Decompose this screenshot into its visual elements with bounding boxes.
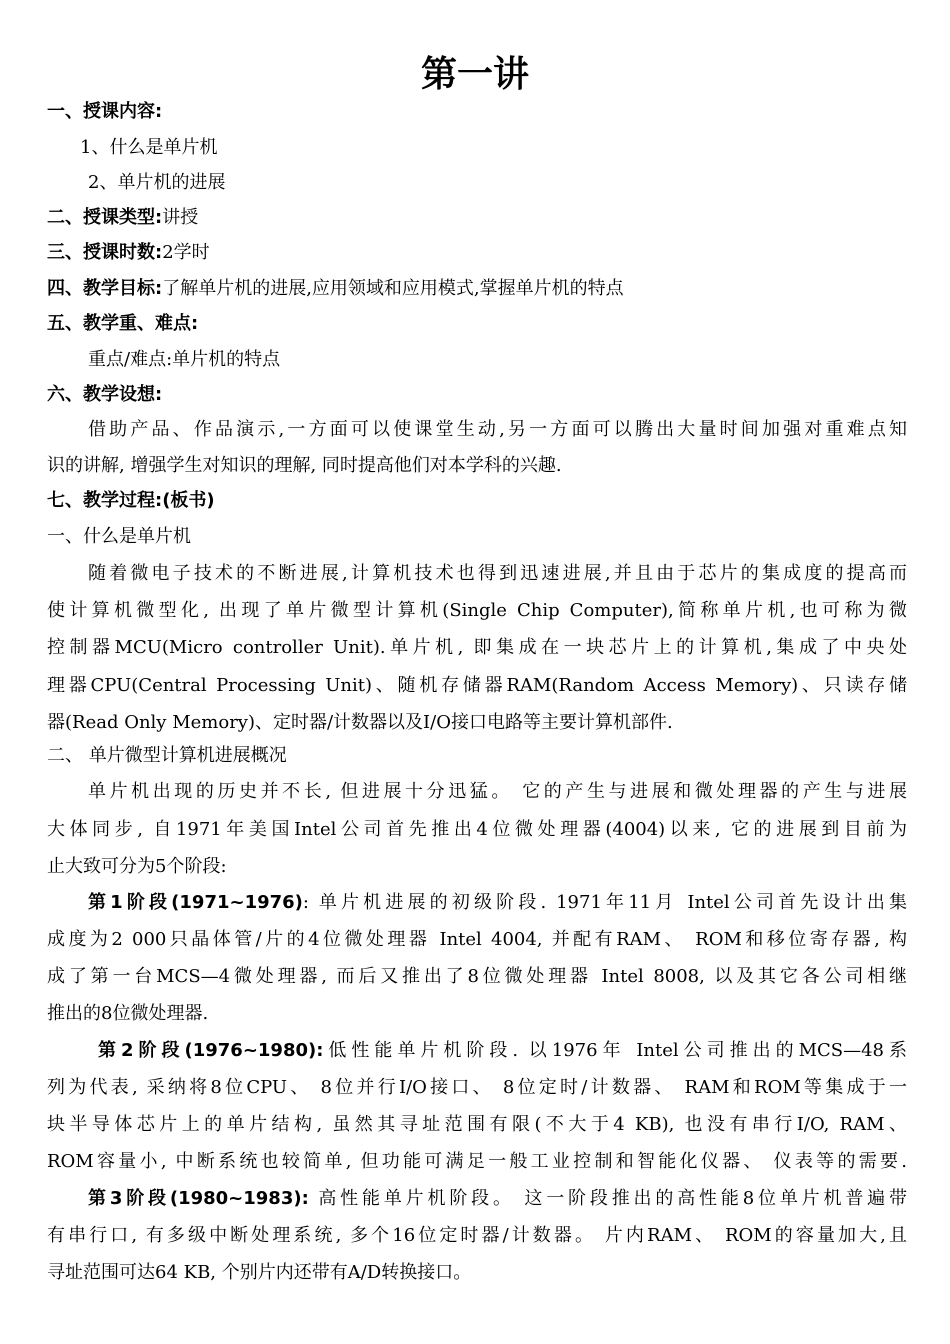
stage-1-line: 第1阶段(1971~1976): 单片机进展的初级阶段. 1971年11月 Intel公司首先设计出集 — [88, 892, 907, 913]
section-6-paragraph-line: 借助产品、作品演示,一方面可以使课堂生动,另一方面可以腾出大量时间加强对重难点知 — [88, 419, 907, 440]
section-3-hours: 三、授课时数:2学时 — [47, 242, 210, 263]
stage-3-label: 第3阶段(1980~1983): — [88, 1188, 309, 1209]
section-6-heading: 六、教学设想: — [47, 384, 163, 405]
stage-1-label: 第1阶段(1971~1976) — [88, 892, 303, 913]
stage-2-label: 第2阶段(1976~1980): — [98, 1040, 324, 1061]
paragraph-line: 寻址范围可达64 KB, 个别片内还带有A/D转换接口。 — [47, 1262, 472, 1283]
paragraph-line: ROM容量小, 中断系统也较简单, 但功能可满足一般工业控制和智能化仪器、 仪表等的需要. — [47, 1151, 907, 1172]
paragraph-line: 理器CPU(Central Processing Unit)、随机存储器RAM(Random Access Memory)、只读存储 — [47, 675, 907, 696]
paragraph-line: 止大致可分为5个阶段: — [47, 856, 227, 877]
paragraph-line: 单片机出现的历史并不长, 但进展十分迅猛。 它的产生与进展和微处理器的产生与进展 — [88, 781, 907, 802]
section-2-type: 二、授课类型:讲授 — [47, 207, 199, 228]
stage-3-line: 第3阶段(1980~1983): 高性能单片机阶段。 这一阶段推出的高性能8位单片机普遍带 — [88, 1188, 907, 1209]
paragraph-line: 随着微电子技术的不断进展,计算机技术也得到迅速进展,并且由于芯片的集成度的提高而 — [88, 563, 907, 584]
paragraph-line: 列为代表, 采纳将8位CPU、 8位并行I/O接口、 8位定时/计数器、 RAM和ROM等集成于一 — [47, 1077, 907, 1098]
section-5-text: 重点/难点:单片机的特点 — [88, 349, 281, 370]
section-1-heading: 一、授课内容: — [47, 101, 163, 122]
paragraph-line: 推出的8位微处理器. — [47, 1003, 209, 1024]
content-item-2: 2、单片机的进展 — [88, 172, 226, 193]
stage-2-line: 第2阶段(1976~1980):低性能单片机阶段. 以1976年 Intel公司推出的MCS—48系 — [98, 1040, 907, 1061]
subsection-1-heading: 一、什么是单片机 — [47, 526, 191, 547]
paragraph-line: 器(Read Only Memory)、定时器/计数器以及I/O接口电路等主要计算机部件. — [47, 712, 673, 733]
paragraph-line: 成度为2 000只晶体管/片的4位微处理器 Intel 4004, 并配有RAM、 ROM和移位寄存器, 构 — [47, 929, 907, 950]
paragraph-line: 使计算机微型化, 出现了单片微型计算机(Single Chip Computer),简称单片机,也可称为微 — [47, 600, 907, 621]
paragraph-line: 成了第一台MCS—4微处理器, 而后又推出了8位微处理器 Intel 8008, 以及其它各公司相继 — [47, 966, 907, 987]
page-title: 第一讲 — [420, 54, 529, 95]
section-5-heading: 五、教学重、难点: — [47, 313, 199, 334]
section-6-paragraph-line: 识的讲解, 增强学生对知识的理解, 同时提高他们对本学科的兴趣. — [47, 455, 562, 476]
paragraph-line: 有串行口, 有多级中断处理系统, 多个16位定时器/计数器。 片内RAM、 ROM的容量加大,且 — [47, 1225, 907, 1246]
section-7-heading: 七、教学过程:(板书) — [47, 490, 215, 511]
paragraph-line: 大体同步, 自1971年美国Intel公司首先推出4位微处理器(4004)以来, 它的进展到目前为 — [47, 819, 907, 840]
subsection-2-heading: 二、 单片微型计算机进展概况 — [47, 745, 287, 766]
paragraph-line: 块半导体芯片上的单片结构, 虽然其寻址范围有限(不大于4 KB), 也没有串行I/O, RAM、 — [47, 1114, 907, 1135]
paragraph-line: 控制器MCU(Micro controller Unit).单片机, 即集成在一块芯片上的计算机,集成了中央处 — [47, 637, 907, 658]
section-4-goals: 四、教学目标:了解单片机的进展,应用领域和应用模式,掌握单片机的特点 — [47, 278, 624, 299]
content-item-1: 1、什么是单片机 — [80, 137, 218, 158]
